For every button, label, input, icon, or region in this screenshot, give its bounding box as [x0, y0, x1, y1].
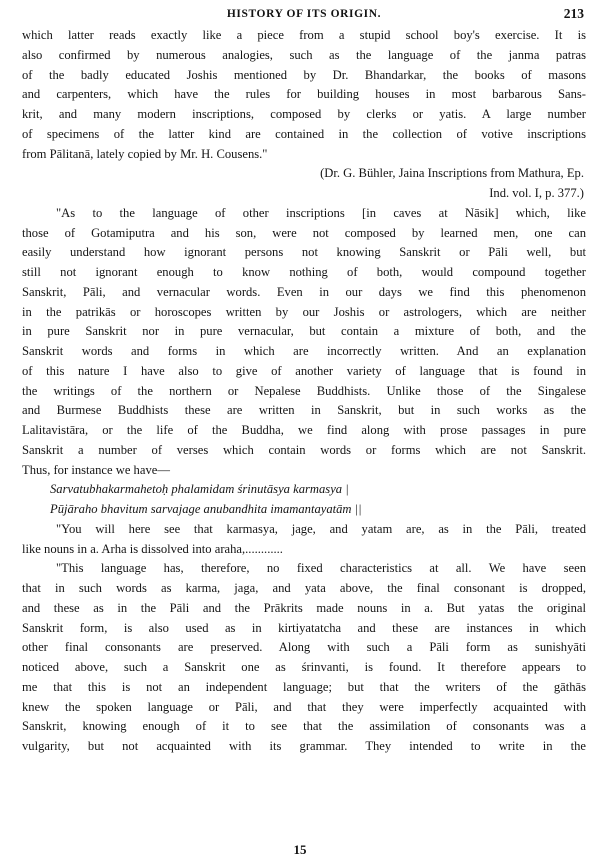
signature-mark: 15: [293, 842, 307, 857]
citation: [22, 164, 586, 204]
text-line: of specimens of the latter kind are contained in the collection of votive inscriptions: [22, 126, 586, 141]
page-header: [22, 6, 586, 26]
text-line: like nouns in a. Arha is dissolved into araha,............: [22, 541, 283, 556]
text-line: and carpenters, which have the rules for building houses in most barbarous Sans-: [22, 87, 586, 102]
text-line: "You will here see that karmasya, jage, and yatam are, as in the Pāli, treated: [56, 521, 586, 536]
paragraph-characteristics: [22, 559, 586, 757]
text-line: Sanskrit form, is also used as in kirtiyatatcha and these are instances in which: [22, 620, 586, 635]
text-line: in pure Sanskrit nor in pure vernacular, but contain a mixture of both, and the: [22, 324, 586, 339]
text-line: me that this is not an independent language; but that the writers of the gāthās: [22, 679, 586, 694]
citation-line: (Dr. G. Bühler, Jaina Inscriptions from Mathura, Ep.: [320, 166, 584, 181]
text-line: knew the spoken language or Pāli, and that they were imperfectly acquainted with: [22, 699, 586, 714]
text-line: noticed above, such a Sanskrit one as śrinvanti, is found. It therefore appears to: [22, 660, 586, 674]
text-line: "This language has, therefore, no fixed characteristics at all. We have seen: [56, 561, 586, 576]
text-line: "As to the language of other inscriptions [in caves at Nāsik] which, like: [56, 205, 586, 220]
text-line: from Pālitanā, lately copied by Mr. H. Cousens.": [22, 146, 268, 161]
text-line: still not ignorant enough to know nothing of both, would compound together: [22, 265, 586, 279]
text-line: and these as in the Pāli and the Prākrits made nouns in a. But yatas the original: [22, 600, 586, 615]
text-line: Sanskrit a number of verses which contain words or forms which are not Sanskrit.: [22, 442, 586, 457]
paragraph-karmasya: [22, 520, 586, 560]
page-number: 213: [563, 6, 584, 21]
text-line: Sanskrit words and forms in which are incorrectly written. And an explanation: [22, 344, 586, 358]
text-line: Sanskrit, knowing enough of it to see that the assimilation of consonants was a: [22, 719, 586, 734]
text-line: krit, and many modern inscriptions, composed by clerks or yatis. A large number: [22, 107, 586, 121]
text-line: Thus, for instance we have—: [22, 462, 170, 477]
text-line: Lalitavistāra, or the life of the Buddha, we find along with prose passages in pure: [22, 423, 586, 437]
text-line: which latter reads exactly like a piece from a stupid school boy's exercise. It is: [22, 28, 586, 42]
text-line: Sanskrit, Pāli, and vernacular words. Even in our days we find this phenomenon: [22, 284, 586, 299]
running-head: HISTORY OF ITS ORIGIN.: [226, 8, 382, 20]
body-text: [22, 26, 586, 757]
text-line: of the badly educated Joshis mentioned by Dr. Bhandarkar, the books of masons: [22, 67, 586, 82]
verse-line: Pūjāraho bhavitum sarvajage anubandhita imamantayatām ||: [50, 502, 362, 516]
text-line: other final consonants are preserved. Along with such a Pāli form as sunishyāti: [22, 640, 586, 655]
paragraph-bhandarkar: [22, 26, 586, 164]
text-line: of this nature I have also to give of another variety of language that is found in: [22, 363, 586, 378]
paragraph-nasik: [22, 204, 586, 481]
text-line: and Burmese Buddhists these are written in Sanskrit, but in such works as the: [22, 403, 586, 418]
citation-line: Ind. vol. I, p. 377.): [489, 186, 584, 200]
verse-line: Sarvatubhakarmahetoḥ phalamidam śrinutāsya karmasya |: [50, 482, 349, 497]
verse-quotation: [22, 480, 586, 520]
text-line: in the patrikās or horoscopes written by our Joshis or astrologers, which are neither: [22, 304, 586, 319]
text-line: vulgarity, but not acquainted with its grammar. They intended to write in the: [22, 739, 586, 753]
text-line: easily understand how ignorant persons not knowing Sanskrit or Pāli well, but: [22, 245, 586, 260]
text-line: that in such words as karma, jaga, and yata above, the final consonant is dropped,: [22, 581, 586, 595]
text-line: the writings of the northern or Nepalese Buddhists. Unlike those of the Singalese: [22, 383, 586, 398]
text-line: those of Gotamiputra and his son, were not composed by learned men, one can: [22, 225, 586, 240]
text-line: also confirmed by numerous analogies, such as the language of the janma patras: [22, 47, 586, 62]
